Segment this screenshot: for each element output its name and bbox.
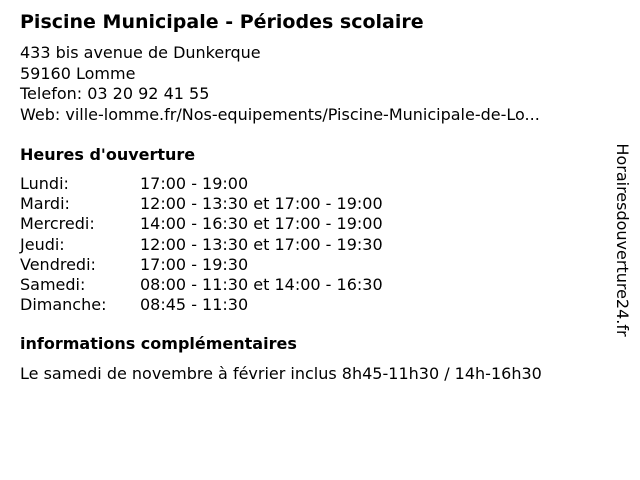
hours-row-monday bbox=[20, 174, 383, 194]
time-value: 08:00 - 11:30 et 14:00 - 16:30 bbox=[140, 275, 383, 295]
day-label: Mardi: bbox=[20, 194, 70, 214]
time-value: 17:00 - 19:30 bbox=[140, 254, 249, 274]
info-text: Le samedi de novembre à février inclus 8h45-11h30 / 14h-16h30 bbox=[20, 364, 542, 383]
venue-title: Piscine Municipale - Périodes scolaire bbox=[20, 11, 424, 33]
time-value: 14:00 - 16:30 et 17:00 - 19:00 bbox=[140, 214, 383, 234]
day-label: Lundi: bbox=[20, 174, 69, 193]
day-label: Jeudi: bbox=[20, 234, 65, 254]
hours-row-sunday bbox=[20, 295, 383, 315]
info-heading: informations complémentaires bbox=[20, 334, 297, 353]
day-label: Dimanche: bbox=[20, 295, 107, 315]
web-line: Web: ville-lomme.fr/Nos-equipements/Piscine-Municipale-de-Lo... bbox=[20, 104, 540, 124]
hours-table bbox=[20, 174, 383, 315]
time-value: 12:00 - 13:30 et 17:00 - 19:30 bbox=[140, 234, 383, 254]
hours-heading: Heures d'ouverture bbox=[20, 145, 196, 164]
time-value: 17:00 - 19:00 bbox=[140, 174, 249, 193]
address-block bbox=[20, 43, 540, 125]
hours-row-thursday bbox=[20, 235, 383, 255]
street-line: 433 bis avenue de Dunkerque bbox=[20, 43, 261, 62]
day-label: Mercredi: bbox=[20, 214, 95, 234]
brand-watermark: Horairesdouverture24.fr bbox=[613, 143, 632, 337]
time-value: 12:00 - 13:30 et 17:00 - 19:00 bbox=[140, 194, 383, 214]
hours-row-wednesday bbox=[20, 214, 383, 234]
phone-line: Telefon: 03 20 92 41 55 bbox=[20, 84, 210, 103]
hours-row-tuesday bbox=[20, 194, 383, 214]
day-label: Vendredi: bbox=[20, 254, 96, 274]
day-label: Samedi: bbox=[20, 275, 86, 295]
hours-row-friday bbox=[20, 255, 383, 275]
city-line: 59160 Lomme bbox=[20, 63, 136, 83]
hours-row-saturday bbox=[20, 275, 383, 295]
time-value: 08:45 - 11:30 bbox=[140, 295, 249, 315]
